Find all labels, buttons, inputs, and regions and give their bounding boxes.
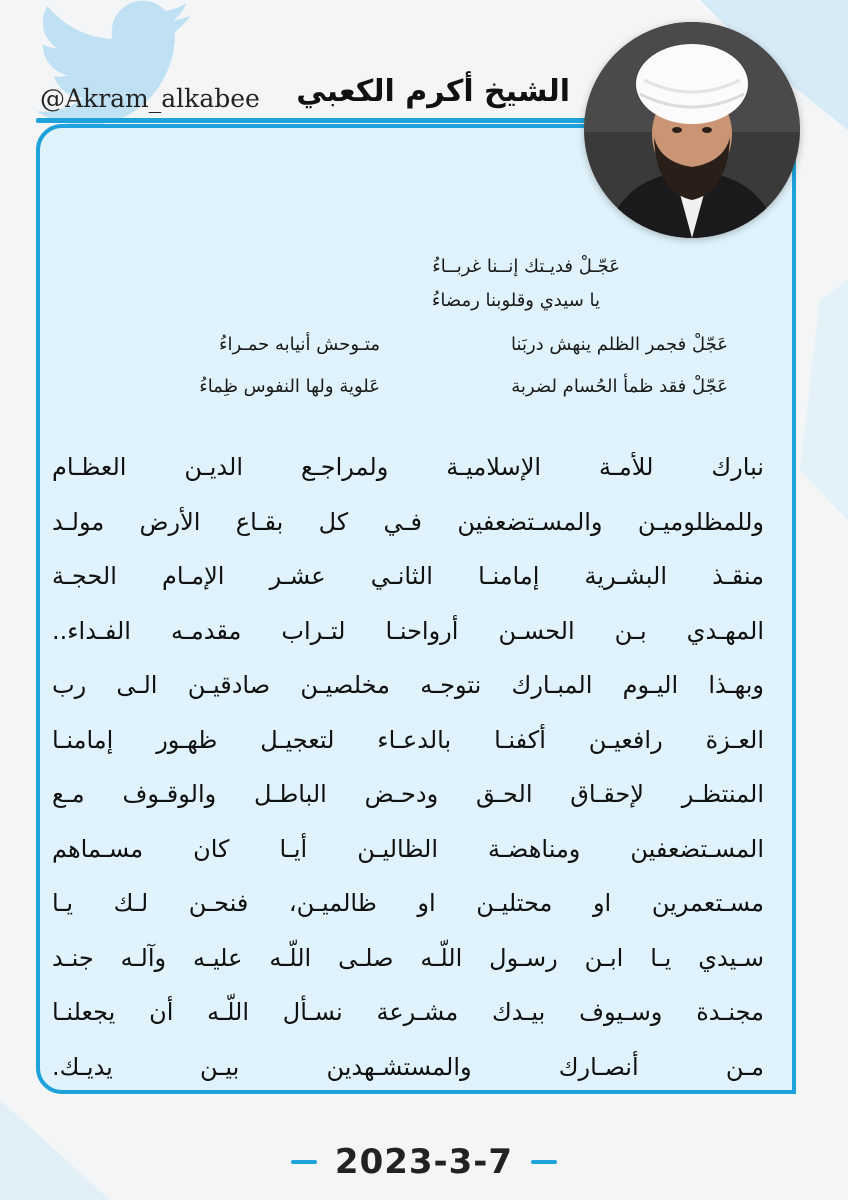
portrait-illustration [584,22,800,238]
footer-date-row [0,1132,848,1192]
body-line-last: مـن أنصـارك والمستشـهدين بيـن يديـك. [52,1052,764,1081]
body-line: العـزة رافعيـن أكفنـا بالدعـاء لتعجيـل ظهـور إمامنـا [52,725,764,754]
body-line: وبهـذا اليـوم المبـارك نتوجـه مخلصيـن صادقيـن الـى رب [52,671,764,699]
author-name: الشيخ أكرم الكعبي [296,74,570,109]
poem-line-4-left: عَلوية ولها النفوس ظِماءُ [199,376,380,397]
twitter-handle: @Akram_alkabee [40,84,260,113]
body-line: نبارك للأمـة الإسلاميـة ولمراجـع الديـن العظـام [52,453,764,481]
date-dash-left [291,1160,317,1164]
body-line: مجنـدة وسـيوف بيـدك مشـرعة نسـأل اللّـه أن يجعلنـا [52,998,764,1026]
body-line: وللمظلوميـن والمسـتضعفين فـي كل بقـاع الأرض مولـد [52,507,764,536]
body-line: سـيدي يـا ابـن رسـول اللّـه صلـى اللّـه عليـه وآلـه جنـد [52,943,764,972]
body-line: المنتظـر لإحقـاق الحـق ودحـض الباطـل والوقـوف مـع [52,780,764,808]
header-underline [36,118,592,123]
poem-line-1: عَجّـلْ فديـتك إنــنا غربــاءُ [432,256,620,277]
poem-line-3-left: متـوحش أنيابه حمـراءُ [219,334,380,355]
body-line: مسـتعمرين او محتليـن او ظالميـن، فنحـن لـك يـا [52,889,764,917]
poem-line-4-right: عَجّلْ فقد ظمأ الحُسام لضربة [511,376,728,397]
body-line: المسـتضعفين ومناهضـة الظاليـن أيـا كان مسـماهم [52,834,764,863]
post-date: 2023-3-7 [334,1142,514,1182]
poem-line-2: يا سيدي وقلوبنا رمضاءُ [431,290,600,311]
body-paragraph [52,440,764,1094]
avatar [584,22,800,238]
poem-line-3-right: عَجّلْ فجمر الظلم ينهش دربَنا [511,334,728,355]
body-line: منقـذ البشـرية إمامنـا الثانـي عشـر الإمـام الحجـة [52,562,764,590]
date-dash-right [531,1160,557,1164]
body-line: المهـدي بـن الحسـن أرواحنـا لتـراب مقدمـه الفـداء.. [52,616,764,645]
